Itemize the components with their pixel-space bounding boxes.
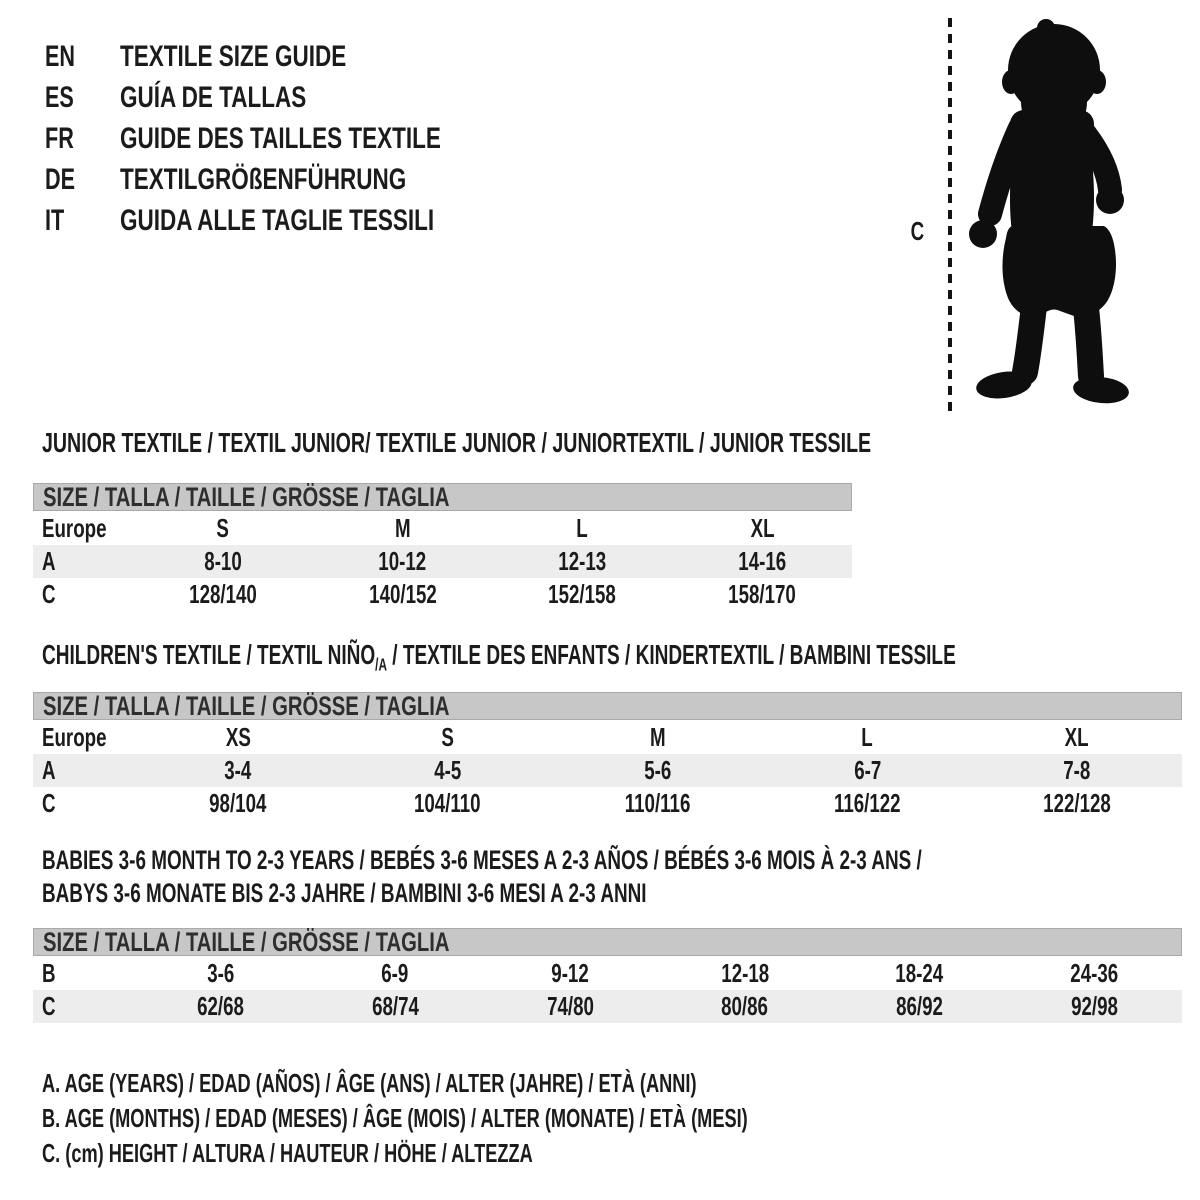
row-label: Europe (42, 722, 107, 752)
age-months-value: 18-24 (895, 958, 944, 988)
language-title: GUÍA DE TALLAS (120, 81, 307, 114)
language-code: ES (45, 81, 74, 114)
legend-line-c: C. (cm) HEIGHT / ALTURA / HAUTEUR / HÖHE / ALTEZZA (42, 1138, 533, 1168)
size-value: XL (1065, 722, 1090, 752)
size-value: M (649, 722, 666, 752)
age-value: 6-7 (853, 755, 881, 785)
height-value: 86/92 (896, 991, 944, 1021)
table-row-height (33, 990, 1182, 1023)
height-value: 68/74 (371, 991, 419, 1021)
height-value: 92/98 (1071, 991, 1118, 1021)
table-row-europe (33, 511, 852, 545)
age-value: 10-12 (378, 546, 427, 576)
row-label: B (42, 958, 56, 988)
toddler-silhouette-figure (940, 16, 1140, 416)
language-title: GUIDA ALLE TAGLIE TESSILI (120, 204, 435, 237)
section-title-babies: BABIES 3-6 MONTH TO 2-3 YEARS / BEBÉS 3-6 MESES A 2-3 AÑOS / BÉBÉS 3-6 MOIS À 2-3 ANS / BABYS 3-6 MONATE BIS 2-3 JAHRE / BAMBINI 3-6 MESI A 2-3 ANNI (42, 845, 922, 908)
size-value: XS (225, 722, 251, 752)
legend-line-a: A. AGE (YEARS) / EDAD (AÑOS) / ÂGE (ANS) / ALTER (JAHRE) / ETÀ (ANNI) (42, 1068, 697, 1098)
size-value: S (216, 513, 230, 543)
size-header-bar: SIZE / TALLA / TAILLE / GRÖSSE / TAGLIA (33, 692, 1182, 720)
language-code: DE (45, 163, 76, 196)
height-measure-label: C (910, 216, 925, 246)
height-value: 80/86 (721, 991, 769, 1021)
height-value: 116/122 (833, 788, 901, 818)
size-value: L (576, 513, 589, 543)
junior-size-table (33, 483, 852, 611)
size-value: M (394, 513, 411, 543)
babies-size-table (33, 928, 1182, 1023)
height-value: 110/116 (624, 788, 691, 818)
row-label: Europe (42, 513, 107, 543)
size-header-bar: SIZE / TALLA / TAILLE / GRÖSSE / TAGLIA (33, 928, 1182, 956)
children-size-table (33, 692, 1182, 820)
measure-legend (42, 1066, 1050, 1171)
age-value: 8-10 (204, 546, 242, 576)
language-row-de (45, 159, 548, 200)
section-title-children: CHILDREN'S TEXTILE / TEXTIL $NIÑO_{/A}$ / TEXTILE DES ENFANTS / KINDERTEXTIL / BAMBINI TESSILE (42, 639, 956, 675)
age-value: 5-6 (643, 755, 672, 785)
table-row-age-months (33, 956, 1182, 990)
age-months-value: 12-18 (720, 958, 769, 988)
row-label: C (42, 579, 56, 609)
height-value: 122/128 (1043, 788, 1111, 818)
language-code: IT (45, 204, 65, 237)
size-value: S (441, 722, 454, 752)
age-value: 7-8 (1063, 755, 1091, 785)
row-label: A (42, 546, 56, 576)
language-title: TEXTILE SIZE GUIDE (120, 40, 347, 73)
age-value: 12-13 (558, 546, 607, 576)
height-value: 104/110 (414, 788, 482, 818)
age-value: 14-16 (738, 546, 787, 576)
height-value: 74/80 (546, 991, 594, 1021)
age-value: 4-5 (434, 755, 462, 785)
height-value: 158/170 (728, 579, 796, 609)
toddler-silhouette-svg (940, 16, 1140, 416)
height-value: 152/158 (548, 579, 617, 609)
table-row-europe (33, 720, 1182, 754)
language-title: TEXTILGRÖßENFÜHRUNG (120, 163, 407, 196)
language-code: EN (45, 40, 76, 73)
row-label: C (42, 991, 56, 1021)
language-row-fr (45, 118, 548, 159)
table-row-age (33, 754, 1182, 787)
size-value: XL (750, 513, 775, 543)
row-label: A (42, 755, 56, 785)
legend-line-b: B. AGE (MONTHS) / EDAD (MESES) / ÂGE (MOIS) / ALTER (MONATE) / ETÀ (MESI) (42, 1103, 748, 1133)
language-row-it (45, 200, 548, 241)
nino-a-subscript: /A (375, 654, 387, 675)
language-code: FR (45, 122, 74, 155)
height-value: 98/104 (209, 788, 267, 818)
table-row-height (33, 578, 852, 611)
toddler-silhouette-image (969, 19, 1130, 406)
age-value: 3-4 (224, 755, 252, 785)
height-value: 128/140 (189, 579, 257, 609)
language-header (45, 36, 548, 241)
table-row-age (33, 545, 852, 578)
language-row-en (45, 36, 548, 77)
age-months-value: 6-9 (381, 958, 409, 988)
age-months-value: 9-12 (551, 958, 589, 988)
table-row-height (33, 787, 1182, 820)
language-title: GUIDE DES TAILLES TEXTILE (120, 122, 441, 155)
row-label: C (42, 788, 56, 818)
language-row-es (45, 77, 548, 118)
size-value: L (861, 722, 874, 752)
age-months-value: 3-6 (206, 958, 234, 988)
age-months-value: 24-36 (1070, 958, 1119, 988)
section-title-junior: JUNIOR TEXTILE / TEXTIL JUNIOR/ TEXTILE JUNIOR / JUNIORTEXTIL / JUNIOR TESSILE (42, 427, 872, 458)
height-value: 62/68 (196, 991, 244, 1021)
size-header-bar: SIZE / TALLA / TAILLE / GRÖSSE / TAGLIA (33, 483, 852, 511)
height-value: 140/152 (368, 579, 437, 609)
